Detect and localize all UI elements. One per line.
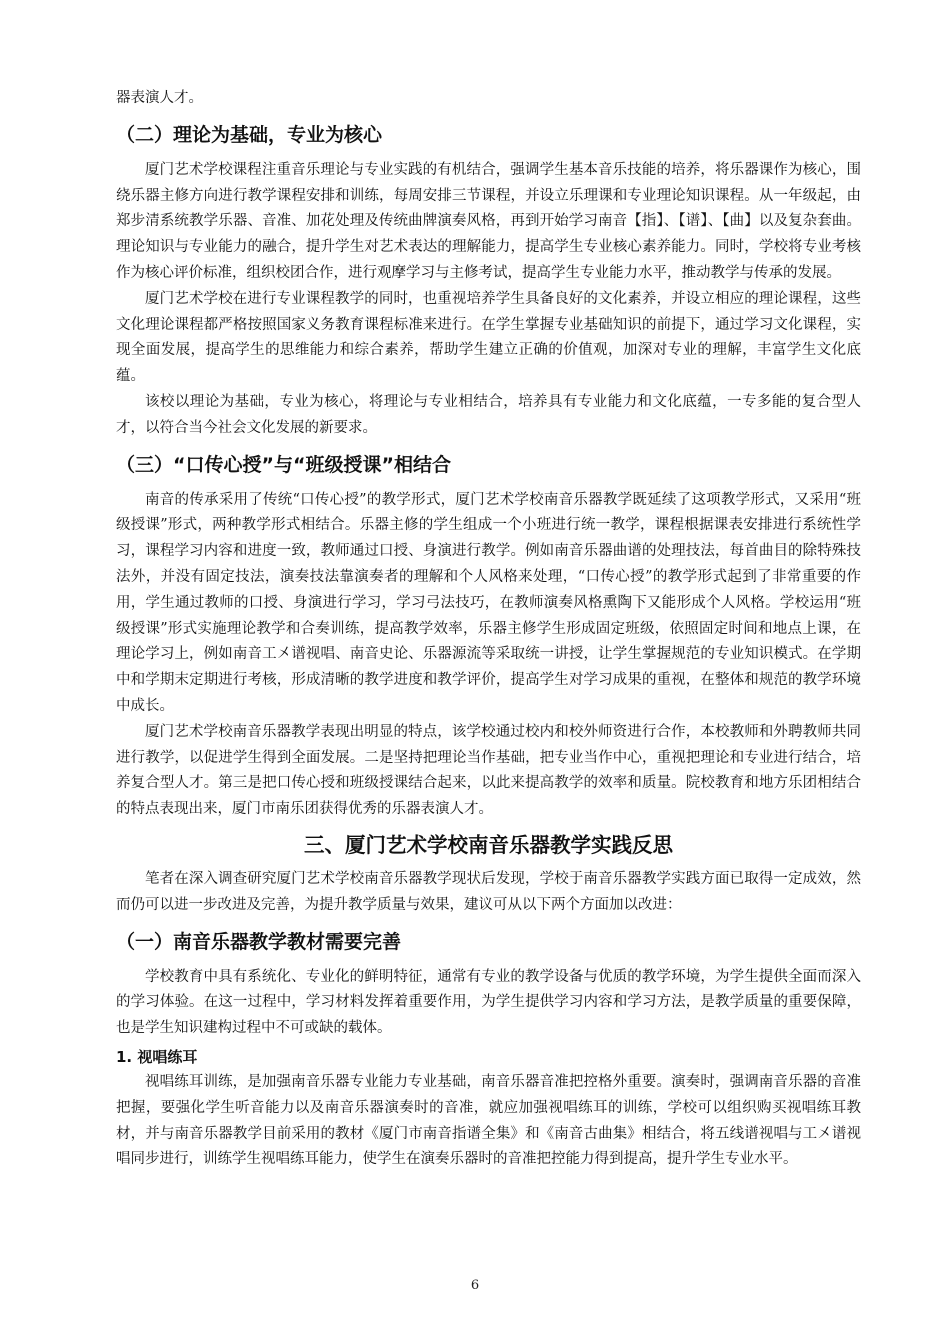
sub1-paragraph: 学校教育中具有系统化、专业化的鲜明特征，通常有专业的教学设备与优质的教学环境，为学生提供全面而深入的学习体验。在这一过程中，学习材料发挥着重要作用，为学生提供学习内容和学习方法，是教学质量的重要保障，也是学生知识建构过程中不可或缺的载体。: [116, 968, 861, 1037]
section3-paragraph-1: 南音的传承采用了传统“口传心授”的教学形式，厦门艺术学校南音乐器教学既延续了这项教学形式，又采用“班级授课”形式，两种教学形式相结合。乐器主修的学生组成一个小班进行统一教学，课程根据课表安排进行系统性学习，课程学习内容和进度一致，教师通过口授、身演进行教学。例如南音乐器曲谱的处理技法，每首曲目的除特殊技法外，并没有固定技法，演奏技法靠演奏者的理解和个人风格来处理，“口传心授”的教学形式起到了非常重要的作用，学生通过教师的口授、身演进行学习，学习弓法技巧，在教师演奏风格熏陶下又能形成个人风格。学校运用“班级授课”形式实施理论教学和合奏训练，提高教学效率，乐器主修学生形成固定班级，依照固定时间和地点上课，在理论学习上，例如南音工㐅谱视唱、南音史论、乐器源流等采取统一讲授，让学生掌握规范的专业知识模式。在学期中和学期末定期进行考核，形成清晰的教学进度和教学评价，提高学生对学习成果的重视，在整体和规范的教学环境中成长。: [116, 491, 861, 714]
document-page: [116, 86, 861, 1173]
section3-heading: （三）“口传心授”与“班级授课”相结合: [116, 453, 451, 476]
sub1-heading: （一）南音乐器教学教材需要完善: [116, 930, 402, 953]
chapter3-intro: 笔者在深入调查研究厦门艺术学校南音乐器教学现状后发现，学校于南音乐器教学实践方面已取得一定成效，然而仍可以进一步改进及完善，为提升教学质量与效果，建议可从以下两个方面加以改进：: [116, 870, 861, 913]
section2-paragraph-1: 厦门艺术学校课程注重音乐理论与专业实践的有机结合，强调学生基本音乐技能的培养，将乐器课作为核心，围绕乐器主修方向进行教学课程安排和训练，每周安排三节课程，并设立乐理课和专业理论知识课程。从一年级起，由郑步清系统教学乐器、音准、加花处理及传统曲牌演奏风格，再到开始学习南音【指】、【谱】、【曲】以及复杂套曲。理论知识与专业能力的融合，提升学生对艺术表达的理解能力，提高学生专业核心素养能力。同时，学校将专业考核作为核心评价标准，组织校团合作，进行观摩学习与主修考试，提高学生专业能力水平，推动教学与传承的发展。: [116, 161, 861, 281]
item1-heading: 1. 视唱练耳: [116, 1047, 198, 1066]
section2-paragraph-2: 厦门艺术学校在进行专业课程教学的同时，也重视培养学生具备良好的文化素养，并设立相应的理论课程，这些文化理论课程都严格按照国家义务教育课程标准来进行。在学生掌握专业基础知识的前提下，通过学习文化课程，实现全面发展，提高学生的思维能力和综合素养，帮助学生建立正确的价值观，加深对专业的理解，丰富学生文化底蕴。: [116, 290, 861, 385]
chapter3-heading: 三、厦门艺术学校南音乐器教学实践反思: [304, 832, 673, 857]
section2-heading: （二）理论为基础，专业为核心: [116, 123, 383, 146]
lead-text: 器表演人才。: [116, 90, 203, 106]
item1-paragraph: 视唱练耳训练，是加强南音乐器专业能力专业基础，南音乐器音准把控格外重要。演奏时，强调南音乐器的音准把握，要强化学生听音能力以及南音乐器演奏时的音准，就应加强视唱练耳的训练，学校可以组织购买视唱练耳教材，并与南音乐器教学目前采用的教材《厦门市南音指谱全集》和《南音古曲集》相结合，将五线谱视唱与工㐅谱视唱同步进行，训练学生视唱练耳能力，使学生在演奏乐器时的音准把控能力得到提高，提升学生专业水平。: [116, 1073, 861, 1168]
section2-paragraph-3: 该校以理论为基础，专业为核心，将理论与专业相结合，培养具有专业能力和文化底蕴，一专多能的复合型人才，以符合当今社会文化发展的新要求。: [116, 393, 861, 436]
page-number: 6: [470, 1278, 480, 1293]
section3-paragraph-2: 厦门艺术学校南音乐器教学表现出明显的特点，该学校通过校内和校外师资进行合作，本校教师和外聘教师共同进行教学，以促进学生得到全面发展。二是坚持把理论当作基础，把专业当作中心，重视把理论和专业进行结合，培养复合型人才。第三是把口传心授和班级授课结合起来，以此来提高教学的效率和质量。院校教育和地方乐团相结合的特点表现出来，厦门市南乐团获得优秀的乐器表演人才。: [116, 723, 861, 818]
